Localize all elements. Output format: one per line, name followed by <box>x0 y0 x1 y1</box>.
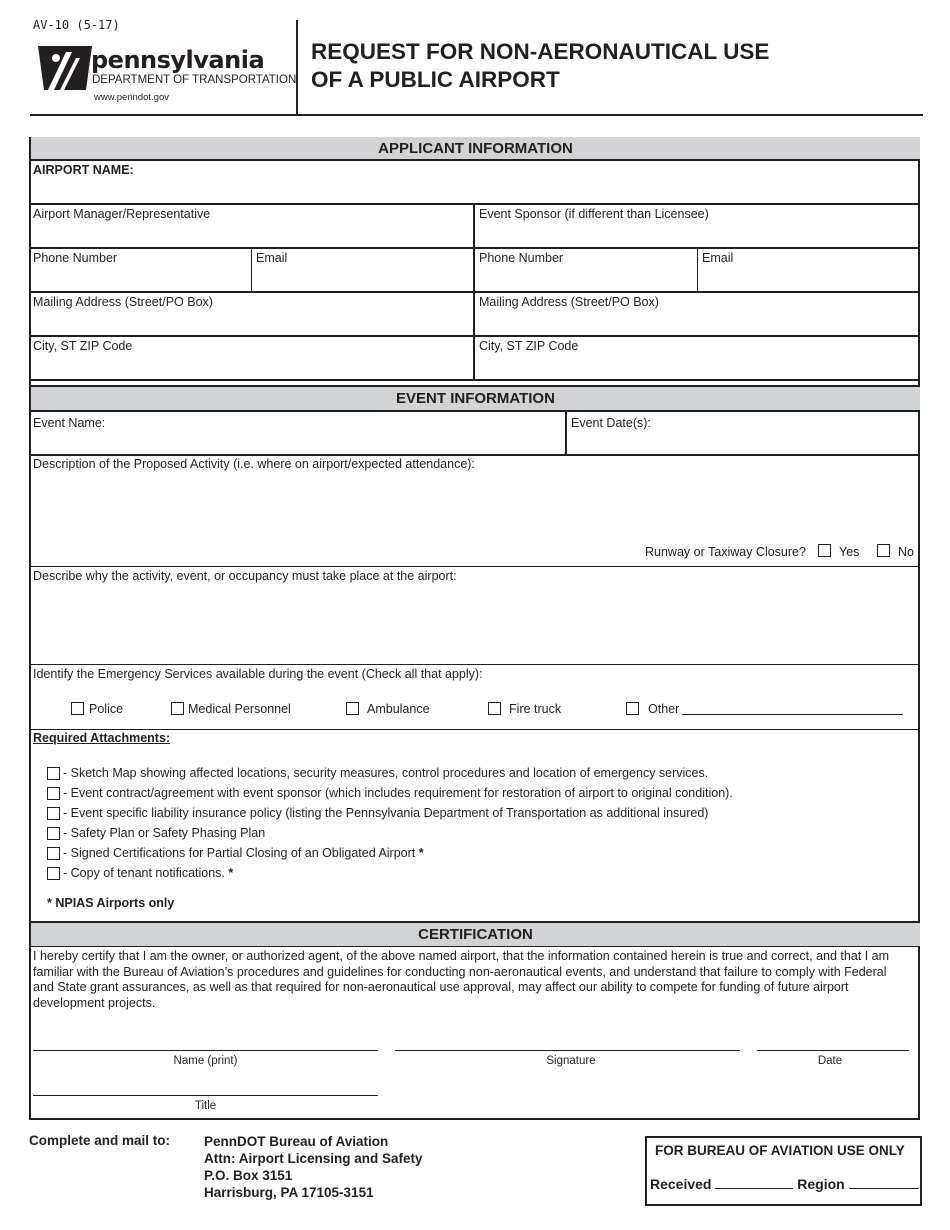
closure-question: Runway or Taxiway Closure? <box>645 545 806 559</box>
why-field[interactable]: Describe why the activity, event, or occupancy must take place at the airport: <box>33 569 457 583</box>
closure-yes-label: Yes <box>839 545 860 559</box>
attachment-text: - Signed Certifications for Partial Closing of an Obligated Airport <box>63 846 416 860</box>
attachment-item <box>63 846 424 860</box>
attachment-item <box>63 866 233 880</box>
medical-checkbox[interactable] <box>171 702 184 715</box>
divider <box>29 664 920 665</box>
event-dates-field[interactable]: Event Date(s): <box>571 416 651 430</box>
divider <box>29 566 920 567</box>
fire-truck-label: Fire truck <box>509 702 562 716</box>
npias-star: * <box>418 846 424 860</box>
medical-label: Medical Personnel <box>188 702 291 716</box>
form-code: AV-10 (5-17) <box>33 18 120 32</box>
divider <box>29 379 920 381</box>
manager-field[interactable]: Airport Manager/Representative <box>33 207 211 221</box>
phone-field-right[interactable]: Phone Number <box>479 251 564 265</box>
address-line: Attn: Airport Licensing and Safety <box>204 1151 423 1166</box>
divider <box>29 454 920 456</box>
name-print-line[interactable] <box>33 1050 378 1051</box>
header-divider <box>296 20 298 114</box>
closure-no-checkbox[interactable] <box>877 544 890 557</box>
mailing-address <box>204 1133 423 1201</box>
npias-star: * <box>228 866 234 880</box>
divider <box>29 335 920 337</box>
bureau-fields <box>650 1176 919 1192</box>
address-line: PennDOT Bureau of Aviation <box>204 1134 389 1149</box>
phone-field-left[interactable]: Phone Number <box>33 251 118 265</box>
closure-yes-checkbox[interactable] <box>818 544 831 557</box>
email-field-right[interactable]: Email <box>702 251 734 265</box>
other-label: Other <box>648 702 680 716</box>
attachment-item: - Safety Plan or Safety Phasing Plan <box>63 826 266 840</box>
divider <box>29 247 920 249</box>
city-field-right[interactable]: City, ST ZIP Code <box>479 339 579 353</box>
attachment-checkbox[interactable] <box>47 807 60 820</box>
signature-label: Signature <box>546 1055 596 1067</box>
attachment-checkbox[interactable] <box>47 767 60 780</box>
logo-url: www.penndot.gov <box>94 92 169 103</box>
bureau-use-title: FOR BUREAU OF AVIATION USE ONLY <box>655 1143 905 1158</box>
date-line[interactable] <box>757 1050 909 1051</box>
address-field-right[interactable]: Mailing Address (Street/PO Box) <box>479 295 659 309</box>
attachment-checkbox[interactable] <box>47 847 60 860</box>
police-label: Police <box>89 702 124 716</box>
title-label: Title <box>194 1100 217 1112</box>
header-rule <box>30 114 923 116</box>
attachment-checkbox[interactable] <box>47 827 60 840</box>
attachment-checkbox[interactable] <box>47 787 60 800</box>
received-input[interactable] <box>715 1188 793 1189</box>
name-print-label: Name (print) <box>173 1055 238 1067</box>
attachment-item: - Sketch Map showing affected locations, security measures, control procedures and location of emergency services. <box>63 766 709 780</box>
divider <box>29 410 920 412</box>
attachment-text: - Copy of tenant notifications. <box>63 866 225 880</box>
region-input[interactable] <box>849 1188 919 1189</box>
divider <box>251 248 252 291</box>
divider <box>29 946 920 947</box>
applicant-section-heading: APPLICANT INFORMATION <box>31 137 920 160</box>
received-label: Received <box>650 1176 712 1192</box>
signature-line[interactable] <box>395 1050 740 1051</box>
emergency-services-prompt: Identify the Emergency Services available during the event (Check all that apply): <box>33 667 483 681</box>
city-field-left[interactable]: City, ST ZIP Code <box>33 339 133 353</box>
address-field-left[interactable]: Mailing Address (Street/PO Box) <box>33 295 213 309</box>
divider <box>29 729 920 730</box>
police-checkbox[interactable] <box>71 702 84 715</box>
attachment-item: - Event contract/agreement with event sponsor (which includes requirement for restoration of airport to original condition). <box>63 786 733 800</box>
divider <box>697 248 698 291</box>
certification-text: I hereby certify that I am the owner, or authorized agent, of the above named airport, that the information contained herein is true and correct, and that I am familiar with the Bureau of Aviation’s procedures and guidelines for conducting non-aeronautical events, and understand that failure to comply with Federal and State grant assurances, as well as that required for non-aeronautical use approval, may affect our ability to compete for funding of future airport development projects. <box>33 949 890 1010</box>
airport-name-field[interactable]: AIRPORT NAME: <box>33 163 134 177</box>
attachment-item: - Event specific liability insurance policy (listing the Pennsylvania Department of Transportation as additional insured) <box>63 806 709 820</box>
mail-label: Complete and mail to: <box>29 1133 171 1148</box>
closure-no-label: No <box>898 545 914 559</box>
other-checkbox[interactable] <box>626 702 639 715</box>
npias-note: * NPIAS Airports only <box>47 896 175 910</box>
certification-heading: CERTIFICATION <box>31 923 920 946</box>
logo-wordmark: pennsylvania <box>91 46 265 74</box>
event-section-heading: EVENT INFORMATION <box>31 387 920 410</box>
fire-truck-checkbox[interactable] <box>488 702 501 715</box>
date-label: Date <box>817 1055 843 1067</box>
divider <box>29 291 920 293</box>
page-title <box>311 38 769 94</box>
description-field[interactable]: Description of the Proposed Activity (i.e. where on airport/expected attendance): <box>33 457 475 471</box>
attachment-checkbox[interactable] <box>47 867 60 880</box>
attachments-heading: Required Attachments: <box>33 731 171 745</box>
divider <box>29 159 920 161</box>
address-line: Harrisburg, PA 17105-3151 <box>204 1185 374 1200</box>
title-line-1: REQUEST FOR NON-AERONAUTICAL USE <box>311 39 770 64</box>
other-input-line[interactable] <box>682 714 903 715</box>
ambulance-checkbox[interactable] <box>346 702 359 715</box>
divider <box>565 410 567 455</box>
title-line-2: OF A PUBLIC AIRPORT <box>311 67 560 92</box>
title-line[interactable] <box>33 1095 378 1096</box>
email-field-left[interactable]: Email <box>256 251 288 265</box>
logo-department: DEPARTMENT OF TRANSPORTATION <box>92 74 297 86</box>
sponsor-field[interactable]: Event Sponsor (if different than Licensee) <box>479 207 709 221</box>
ambulance-label: Ambulance <box>367 702 430 716</box>
event-name-field[interactable]: Event Name: <box>33 416 106 430</box>
address-line: P.O. Box 3151 <box>204 1168 293 1183</box>
region-label: Region <box>797 1176 845 1192</box>
keystone-logo-icon <box>36 44 94 92</box>
